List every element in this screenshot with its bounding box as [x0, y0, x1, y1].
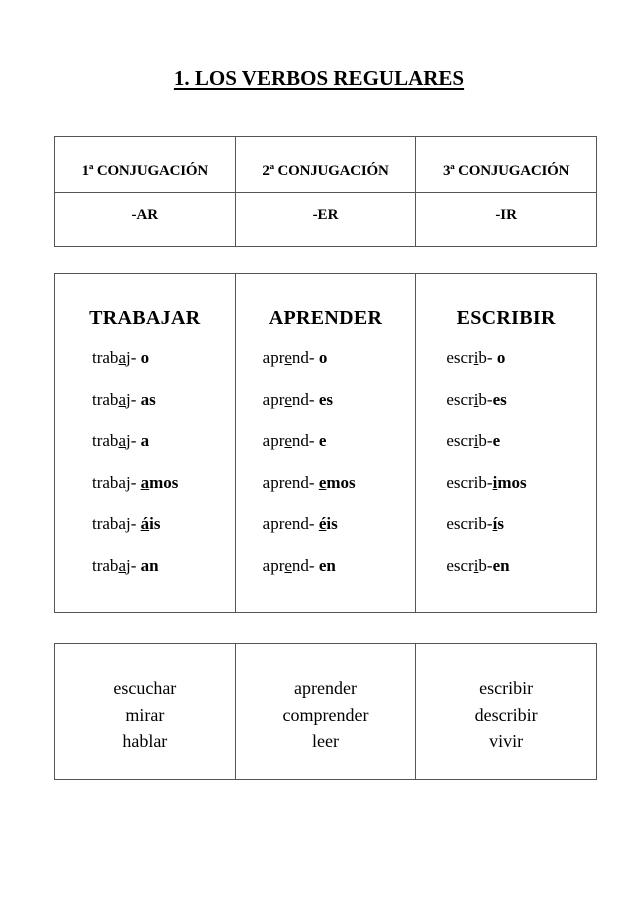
stressed-vowel: i: [473, 348, 479, 367]
examples-er: [235, 644, 416, 780]
form-stem: b-: [478, 389, 493, 409]
form-stem: escrib-: [446, 472, 493, 492]
form-stem: j-: [125, 348, 141, 367]
form-stem: escr: [446, 431, 474, 450]
form-ending: es: [318, 389, 334, 409]
stressed-vowel: á: [140, 514, 150, 533]
form-stem: b-: [478, 348, 497, 367]
form-stem: nd-: [291, 555, 319, 575]
form-ending: mos: [497, 472, 527, 492]
example-word: escuchar: [113, 678, 177, 698]
example-word: describir: [474, 704, 538, 725]
conjugation-heading-3: 3ª CONJUGACIÓN: [416, 137, 597, 193]
form-stem: aprend-: [262, 514, 319, 533]
example-word: hablar: [122, 731, 168, 751]
form-stem: apr: [262, 555, 285, 575]
verb-form: [55, 514, 235, 556]
example-word: leer: [311, 731, 339, 751]
ending-row: [55, 193, 597, 247]
stressed-vowel: e: [318, 472, 327, 492]
verb-form: [236, 348, 416, 390]
verb-form: [416, 556, 596, 598]
stressed-vowel: i: [473, 389, 479, 409]
stressed-vowel: e: [284, 555, 292, 575]
form-list: [236, 348, 416, 597]
form-stem: nd-: [291, 348, 319, 367]
verb-form: [236, 514, 416, 556]
verb-form: [416, 431, 596, 473]
stressed-vowel: a: [118, 348, 126, 367]
conjugation-heading-1: 1ª CONJUGACIÓN: [55, 137, 236, 193]
form-stem: escr: [446, 348, 474, 367]
form-stem: escr: [446, 555, 474, 575]
stressed-vowel: a: [118, 389, 126, 409]
stressed-vowel: í: [492, 514, 498, 533]
form-ending: mos: [149, 472, 179, 492]
form-ending: s: [497, 514, 504, 533]
form-ending: mos: [326, 472, 356, 492]
form-stem: trab: [92, 348, 119, 367]
conjugation-heading-row: [55, 137, 597, 193]
form-ending: as: [140, 389, 156, 409]
form-stem: escr: [446, 389, 474, 409]
conjugation-table: [54, 136, 597, 247]
verb-form: [416, 473, 596, 515]
verb-form: [55, 431, 235, 473]
form-stem: aprend-: [262, 472, 319, 492]
form-stem: trabaj-: [92, 514, 141, 533]
form-stem: trab: [92, 431, 119, 450]
stressed-vowel: a: [118, 431, 126, 450]
form-list: [55, 348, 235, 597]
stressed-vowel: a: [140, 472, 150, 492]
stressed-vowel: i: [473, 431, 479, 450]
verb-heading: TRABAJAR: [89, 307, 201, 329]
form-stem: nd-: [291, 431, 319, 450]
form-stem: apr: [262, 389, 285, 409]
form-stem: j-: [125, 389, 141, 409]
ending-er: -ER: [235, 193, 416, 247]
example-word: escribir: [479, 678, 534, 698]
form-ending: es: [492, 389, 507, 409]
form-ending: e: [318, 431, 327, 450]
paradigm-trabajar: [55, 274, 236, 613]
form-ending: o: [140, 348, 150, 367]
examples-ir: [416, 644, 597, 780]
verb-form: [416, 514, 596, 556]
form-stem: nd-: [291, 389, 319, 409]
verb-form: [416, 390, 596, 432]
page-title: 1. LOS VERBOS REGULARES: [173, 66, 465, 90]
form-stem: trabaj-: [92, 472, 141, 492]
ending-ar: -AR: [55, 193, 236, 247]
form-stem: b-: [478, 555, 493, 575]
verb-heading: ESCRIBIR: [456, 307, 556, 329]
verb-heading: APRENDER: [268, 307, 383, 329]
form-ending: an: [140, 555, 159, 575]
stressed-vowel: i: [492, 472, 498, 492]
examples-ar: [55, 644, 236, 780]
form-stem: apr: [262, 431, 285, 450]
example-word: aprender: [294, 678, 357, 698]
paradigm-escribir: [416, 274, 597, 613]
stressed-vowel: e: [284, 389, 292, 409]
form-ending: o: [318, 348, 328, 367]
form-ending: is: [326, 514, 338, 533]
form-stem: b-: [478, 431, 493, 450]
verb-form: [55, 556, 235, 598]
form-ending: en: [318, 555, 336, 575]
example-word: comprender: [282, 704, 369, 725]
stressed-vowel: é: [318, 514, 327, 533]
form-stem: apr: [262, 348, 285, 367]
conjugation-heading-2: 2ª CONJUGACIÓN: [235, 137, 416, 193]
ending-ir: -IR: [416, 193, 597, 247]
example-word: vivir: [489, 731, 524, 751]
form-stem: trab: [92, 555, 119, 575]
form-ending: e: [492, 431, 501, 450]
stressed-vowel: i: [473, 555, 479, 575]
verb-form: [236, 556, 416, 598]
form-list: [416, 348, 596, 597]
stressed-vowel: a: [118, 555, 126, 575]
stressed-vowel: e: [284, 431, 292, 450]
form-ending: is: [149, 514, 161, 533]
verb-form: [55, 473, 235, 515]
paradigm-aprender: [235, 274, 416, 613]
form-stem: j-: [125, 431, 141, 450]
form-stem: escrib-: [446, 514, 493, 533]
form-stem: trab: [92, 389, 119, 409]
stressed-vowel: e: [284, 348, 292, 367]
verb-form: [236, 431, 416, 473]
form-ending: a: [140, 431, 150, 450]
paradigm-table: [54, 273, 597, 613]
form-stem: j-: [125, 555, 141, 575]
verb-form: [55, 348, 235, 390]
verb-form: [55, 390, 235, 432]
verb-form: [236, 390, 416, 432]
examples-table: [54, 643, 597, 780]
verb-form: [416, 348, 596, 390]
example-word: mirar: [125, 704, 165, 725]
form-ending: o: [496, 348, 506, 367]
form-ending: en: [492, 555, 510, 575]
verb-form: [236, 473, 416, 515]
